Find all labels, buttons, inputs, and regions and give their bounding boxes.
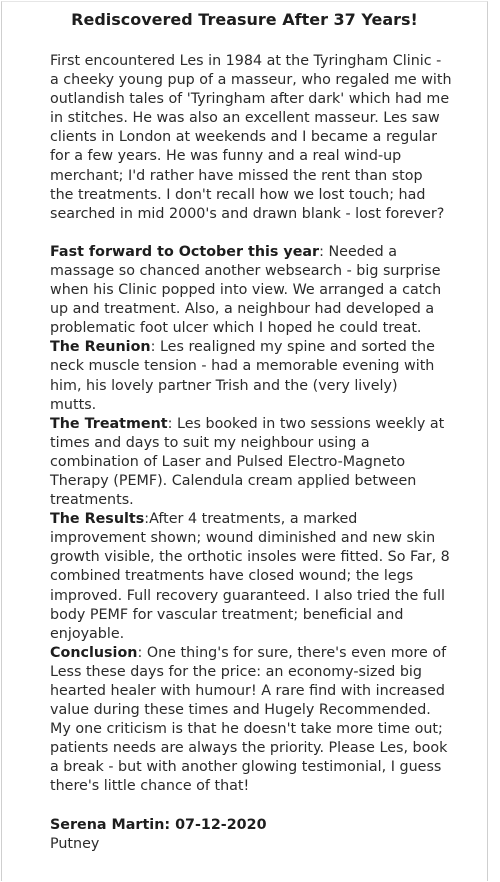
section-heading: Fast forward to October this year	[50, 243, 320, 260]
section-line: My one criticism is that he doesn't take more time out;	[50, 721, 443, 738]
intro-line: in stitches. He was also an excellent masseur. Les saw	[50, 110, 440, 127]
signature	[50, 816, 480, 854]
section-first-line	[50, 510, 480, 529]
section-line: up and treatment. Also, a neighbour had developed a	[50, 301, 435, 318]
intro-line: clients in London at weekends and I became a regular	[50, 129, 438, 146]
section-line: growth visible, the orthotic insoles were fitted. So Far, 8	[50, 549, 450, 566]
testimonial-title: Rediscovered Treasure After 37 Years!	[71, 10, 418, 29]
section-reunion	[50, 338, 480, 414]
section-results	[50, 510, 480, 644]
section-line: hearted healer with humour! A rare find with increased	[50, 683, 445, 699]
section-line: Therapy (PEMF). Calendula cream applied between	[50, 472, 417, 489]
section-treatment	[50, 415, 480, 510]
section-line: improved. Full recovery guaranteed. I also tried the full	[50, 587, 445, 604]
section-line: massage so chanced another websearch - big surprise	[50, 262, 441, 279]
section-line: combination of Laser and Pulsed Electro-Magneto	[50, 453, 406, 470]
section-line: body PEMF for vascular treatment; beneficial and	[50, 606, 404, 623]
paragraph-gap	[50, 224, 480, 243]
section-fast-forward	[50, 243, 480, 338]
section-line: enjoyable.	[50, 625, 125, 642]
section-line: combined treatments have closed wound; the legs	[50, 568, 414, 585]
section-heading: The Treatment	[50, 415, 168, 432]
section-heading: The Results	[50, 511, 145, 528]
section-line: when his Clinic popped into view. We arranged a catch	[50, 282, 442, 299]
intro-line: First encountered Les in 1984 at the Tyringham Clinic -	[50, 53, 442, 69]
intro-line: the treatments. I don't recall how we lost touch; had	[50, 186, 426, 203]
section-line: treatments.	[50, 492, 134, 509]
section-first-line	[50, 338, 480, 357]
section-line: neck muscle tension - had a memorable evening with	[50, 358, 435, 375]
paragraph-gap	[50, 797, 480, 816]
intro-line: searched in mid 2000's and drawn blank - lost forever?	[50, 205, 445, 222]
section-line: patients needs are always the priority. Please Les, book	[50, 740, 448, 757]
section-line: a break - but with another glowing testimonial, I guess	[50, 759, 442, 776]
signature-name-date: Serena Martin: 07-12-2020	[50, 816, 267, 833]
intro-line: outlandish tales of 'Tyringham after dark' which had me	[50, 91, 450, 108]
section-text: : Les realigned my spine and sorted the	[150, 339, 435, 356]
section-first-line	[50, 415, 480, 434]
section-text: : Needed a	[319, 243, 398, 260]
section-line: Less these days for the price: an economy-sized big	[50, 663, 422, 680]
section-text: : Les booked in two sessions weekly at	[167, 415, 445, 432]
section-heading: The Reunion	[50, 339, 151, 356]
intro-line: merchant; I'd rather have missed the rent than stop	[50, 167, 423, 184]
section-line: problematic foot ulcer which I hoped he could treat.	[50, 320, 422, 337]
intro-line: a cheeky young pup of a masseur, who regaled me with	[50, 72, 452, 89]
section-line: him, his lovely partner Trish and the (very lively)	[50, 377, 398, 394]
intro-paragraph	[50, 52, 480, 224]
section-heading: Conclusion	[50, 644, 138, 661]
section-first-line	[50, 243, 480, 262]
section-conclusion	[50, 644, 480, 797]
section-text: : One thing's for sure, there's even more of	[137, 644, 447, 661]
intro-line: for a few years. He was funny and a real wind-up	[50, 148, 402, 165]
section-first-line	[50, 644, 480, 663]
section-text: :After 4 treatments, a marked	[144, 511, 358, 528]
signature-location: Putney	[50, 835, 100, 852]
section-line: times and days to suit my neighbour using a	[50, 434, 370, 451]
section-line: there's little chance of that!	[50, 778, 250, 795]
section-line: mutts.	[50, 396, 97, 413]
section-line: improvement shown; wound diminished and new skin	[50, 530, 436, 547]
testimonial-body	[50, 52, 480, 854]
section-line: value during these times and Hugely Recommended.	[50, 702, 431, 719]
